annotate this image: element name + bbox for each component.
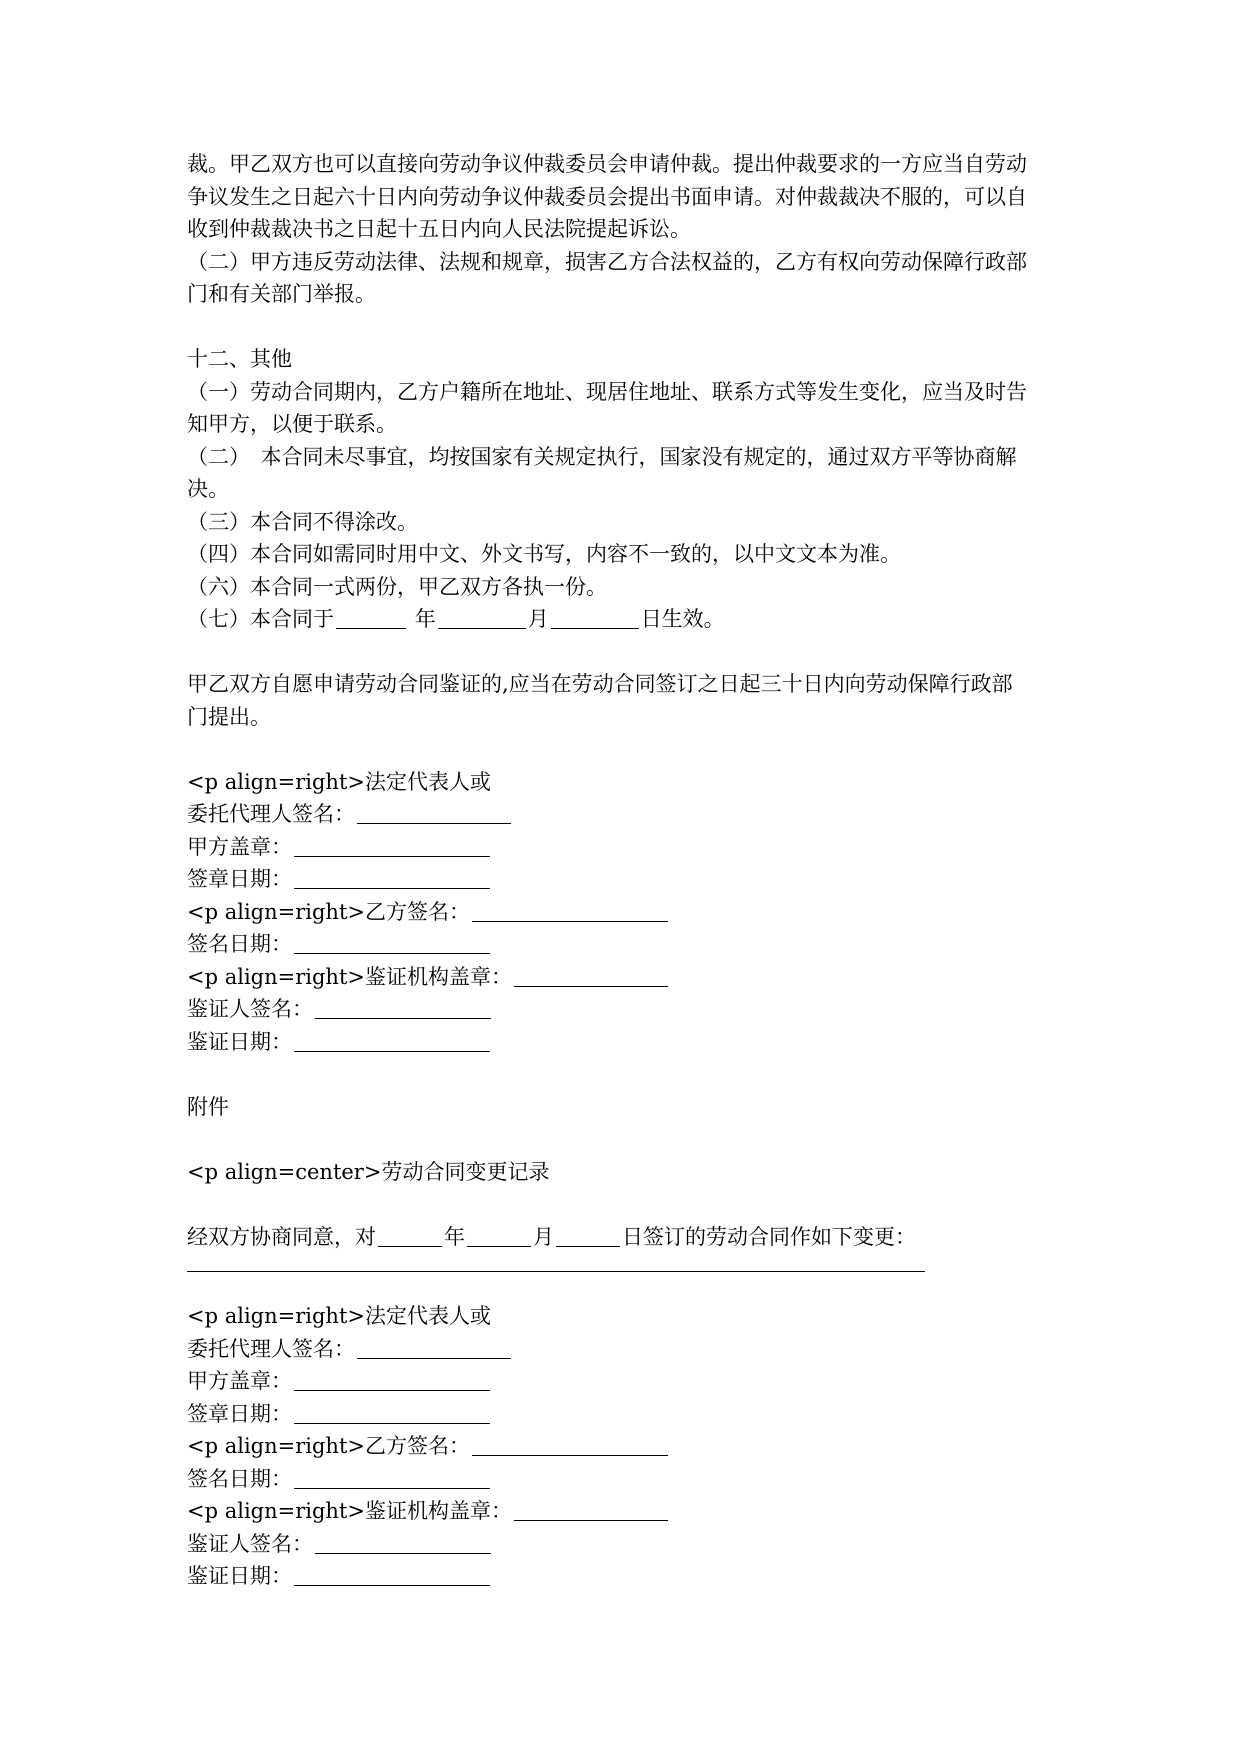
party-b-sign-line: <p align=right>乙方签名： [187, 896, 1067, 929]
year-label: 年 [414, 607, 436, 631]
paragraph-line: （二）甲方违反劳动法律、法规和规章，损害乙方合法权益的，乙方有权向劳动保障行政部 [187, 249, 1027, 274]
party-b-sign-blank[interactable] [472, 1433, 668, 1456]
month-blank[interactable] [438, 606, 526, 629]
verification-note-line: 门提出。 [187, 704, 271, 729]
verifier-sign-line: 鉴证人签名： [187, 993, 1067, 1026]
party-a-seal-blank[interactable] [294, 1368, 490, 1391]
month-label: 月 [527, 607, 549, 631]
change-record-line: 经双方协商同意，对 年 月 日签订的劳动合同作如下变更： [187, 1224, 916, 1249]
verifier-sign-blank[interactable] [315, 996, 491, 1019]
agency-seal-blank[interactable] [514, 1498, 668, 1521]
agency-seal-blank[interactable] [514, 964, 668, 987]
agent-sign-blank[interactable] [357, 1336, 511, 1359]
sign-date-blank[interactable] [294, 1466, 490, 1489]
clause-line: 知甲方，以便于联系。 [187, 412, 397, 436]
sign-date-line: 签名日期： [187, 1463, 1067, 1496]
party-b-sign-blank[interactable] [472, 899, 668, 922]
agent-sign-line: 委托代理人签名： [187, 798, 1067, 831]
document-page [187, 148, 1067, 1593]
paragraph-line: 争议发生之日起六十日内向劳动争议仲裁委员会提出书面申请。对仲裁裁决不服的，可以自 [187, 184, 1027, 209]
agency-seal-line: <p align=right>鉴证机构盖章： [187, 961, 1067, 994]
verifier-sign-blank[interactable] [315, 1531, 491, 1554]
verify-date-blank[interactable] [294, 1563, 490, 1586]
paragraph-line: 收到仲裁裁决书之日起十五日内向人民法院提起诉讼。 [187, 217, 691, 241]
attachment-title: <p align=center>劳动合同变更记录 [187, 1159, 550, 1184]
seal-date-line: 签章日期： [187, 863, 1067, 896]
verify-date-line: 鉴证日期： [187, 1560, 1067, 1593]
section-heading: 十二、其他 [187, 347, 292, 371]
effective-date-line [187, 603, 1067, 636]
change-content-rule[interactable] [187, 1253, 925, 1272]
effective-prefix: （七）本合同于 [187, 607, 334, 631]
signature-block [187, 766, 1067, 1059]
day-blank[interactable] [551, 606, 639, 629]
party-a-seal-line: 甲方盖章： [187, 1365, 1067, 1398]
attachment-label: 附件 [187, 1094, 229, 1119]
seal-date-blank[interactable] [294, 866, 490, 889]
verify-date-blank[interactable] [294, 1029, 490, 1052]
change-month-blank[interactable] [467, 1224, 531, 1247]
effective-suffix: 日生效。 [640, 607, 725, 631]
sign-date-line: 签名日期： [187, 928, 1067, 961]
year-blank[interactable] [336, 606, 406, 629]
rep-line: <p align=right>法定代表人或 [187, 769, 491, 794]
verifier-sign-line: 鉴证人签名： [187, 1528, 1067, 1561]
party-a-seal-line: 甲方盖章： [187, 831, 1067, 864]
paragraph-line: 门和有关部门举报。 [187, 282, 376, 306]
verify-date-line: 鉴证日期： [187, 1026, 1067, 1059]
change-day-blank[interactable] [556, 1224, 620, 1247]
agent-sign-blank[interactable] [357, 801, 511, 824]
agency-seal-line: <p align=right>鉴证机构盖章： [187, 1495, 1067, 1528]
clause-line: （二） 本合同未尽事宜，均按国家有关规定执行，国家没有规定的，通过双方平等协商解 [187, 444, 1017, 469]
seal-date-line: 签章日期： [187, 1398, 1067, 1431]
change-year-blank[interactable] [378, 1224, 442, 1247]
seal-date-blank[interactable] [294, 1401, 490, 1424]
clause-line: 决。 [187, 477, 229, 501]
agent-sign-line: 委托代理人签名： [187, 1333, 1067, 1366]
rep-line: <p align=right>法定代表人或 [187, 1304, 491, 1328]
clause-line: （四）本合同如需同时用中文、外文书写，内容不一致的，以中文文本为准。 [187, 542, 901, 566]
party-b-sign-line: <p align=right>乙方签名： [187, 1430, 1067, 1463]
signature-block [187, 1300, 1067, 1593]
clause-line: （六）本合同一式两份，甲乙双方各执一份。 [187, 574, 607, 599]
clause-line: （一）劳动合同期内，乙方户籍所在地址、现居住地址、联系方式等发生变化，应当及时告 [187, 379, 1027, 404]
paragraph-line: 裁。甲乙双方也可以直接向劳动争议仲裁委员会申请仲裁。提出仲裁要求的一方应当自劳动 [187, 152, 1027, 176]
clause-line: （三）本合同不得涂改。 [187, 509, 418, 534]
verification-note-line: 甲乙双方自愿申请劳动合同鉴证的,应当在劳动合同签订之日起三十日内向劳动保障行政部 [187, 672, 1013, 696]
sign-date-blank[interactable] [294, 931, 490, 954]
party-a-seal-blank[interactable] [294, 834, 490, 857]
